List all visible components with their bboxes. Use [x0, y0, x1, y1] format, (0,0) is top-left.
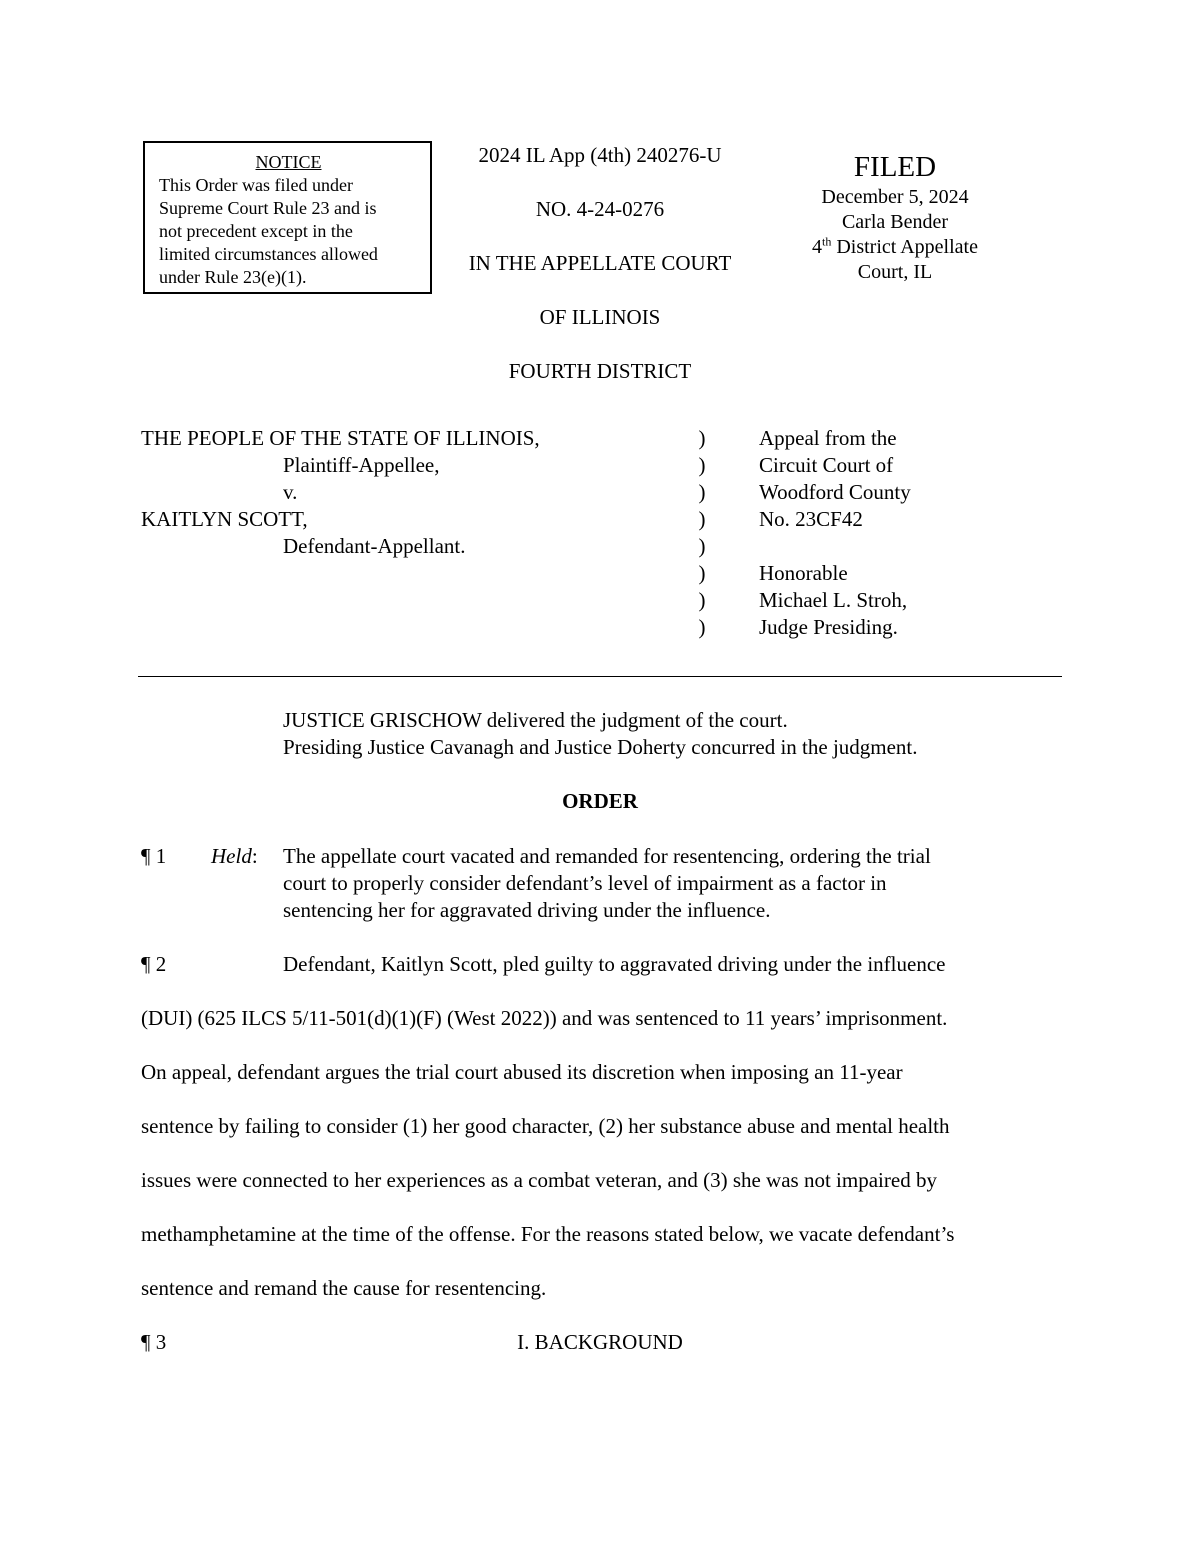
filed-stamp — [790, 150, 1000, 285]
caption-case-number: No. 23CF42 — [759, 507, 863, 531]
caption-appeal-line: Circuit Court of — [759, 453, 894, 477]
citation: 2024 IL App (4th) 240276-U — [478, 143, 722, 167]
notice-line: This Order was filed under — [159, 175, 353, 195]
body-text-line: Defendant, Kaitlyn Scott, pled guilty to aggravated driving under the influence — [283, 952, 946, 976]
judgment-author: JUSTICE GRISCHOW delivered the judgment of the court. — [283, 708, 788, 732]
court-name-line2: OF ILLINOIS — [539, 305, 661, 329]
judgment-concurrence: Presiding Justice Cavanagh and Justice Doherty concurred in the judgment. — [283, 735, 918, 759]
held-text-line: sentencing her for aggravated driving under the influence. — [283, 898, 771, 922]
caption-paren: ) — [698, 480, 706, 504]
caption-versus: v. — [283, 480, 298, 504]
filed-clerk: Carla Bender — [841, 211, 949, 233]
caption-paren: ) — [698, 615, 706, 639]
held-label: Held: — [211, 844, 258, 868]
filed-date: December 5, 2024 — [821, 186, 969, 208]
caption-appeal-line: Appeal from the — [759, 426, 897, 450]
district-name: FOURTH DISTRICT — [508, 359, 692, 383]
caption-appeal-line: Woodford County — [759, 480, 911, 504]
caption-plaintiff-name: THE PEOPLE OF THE STATE OF ILLINOIS, — [141, 426, 540, 450]
docket-number: NO. 4-24-0276 — [535, 197, 665, 221]
body-text-line: sentence by failing to consider (1) her good character, (2) her substance abuse and mental health — [141, 1114, 950, 1138]
caption-paren: ) — [698, 561, 706, 585]
caption-judge-line: Judge Presiding. — [759, 615, 898, 639]
filed-district: 4th District Appellate — [812, 234, 978, 258]
order-heading: ORDER — [562, 789, 638, 813]
notice-line: Supreme Court Rule 23 and is — [159, 198, 377, 218]
caption-defendant-role: Defendant-Appellant. — [283, 534, 466, 558]
paragraph-number: ¶ 1 — [141, 844, 167, 868]
filed-label: FILED — [853, 151, 937, 183]
notice-box — [143, 141, 432, 294]
caption-paren: ) — [698, 453, 706, 477]
body-text-line: On appeal, defendant argues the trial court abused its discretion when imposing an 11-year — [141, 1060, 903, 1084]
body-text-line: sentence and remand the cause for resentencing. — [141, 1276, 547, 1300]
caption-paren: ) — [698, 507, 706, 531]
filed-court: Court, IL — [857, 261, 933, 283]
notice-line: limited circumstances allowed — [159, 244, 378, 264]
notice-title: NOTICE — [255, 152, 322, 172]
section-heading: I. BACKGROUND — [517, 1330, 683, 1354]
held-text-line: The appellate court vacated and remanded for resentencing, ordering the trial — [283, 844, 931, 868]
caption-paren: ) — [698, 426, 706, 450]
body-text-line: issues were connected to her experiences as a combat veteran, and (3) she was not impaired by — [141, 1168, 937, 1192]
paragraph-number: ¶ 2 — [141, 952, 167, 976]
caption-defendant-name: KAITLYN SCOTT, — [141, 507, 308, 531]
caption-divider — [138, 676, 1062, 677]
held-text-line: court to properly consider defendant’s level of impairment as a factor in — [283, 871, 887, 895]
caption-judge-name: Michael L. Stroh, — [759, 588, 908, 612]
caption-paren: ) — [698, 588, 706, 612]
body-text-line: (DUI) (625 ILCS 5/11-501(d)(1)(F) (West 2022)) and was sentenced to 11 years’ imprisonment. — [141, 1006, 948, 1030]
court-name-line1: IN THE APPELLATE COURT — [468, 251, 732, 275]
caption-paren: ) — [698, 534, 706, 558]
notice-line: not precedent except in the — [159, 221, 353, 241]
notice-line: under Rule 23(e)(1). — [159, 267, 307, 287]
paragraph-number: ¶ 3 — [141, 1330, 167, 1354]
caption-plaintiff-role: Plaintiff-Appellee, — [283, 453, 440, 477]
body-text-line: methamphetamine at the time of the offense. For the reasons stated below, we vacate defendant’s — [141, 1222, 955, 1246]
caption-judge-line: Honorable — [759, 561, 848, 585]
